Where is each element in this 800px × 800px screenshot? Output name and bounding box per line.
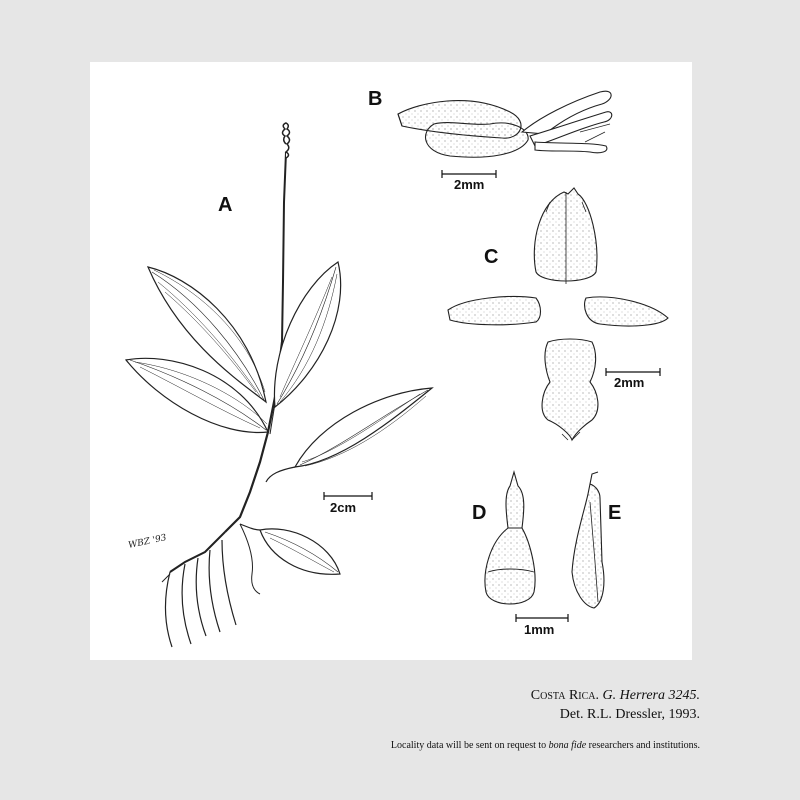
panel-label-d: D bbox=[472, 502, 487, 524]
scale-bar-de bbox=[516, 614, 568, 622]
note-italic: bona fide bbox=[548, 740, 587, 751]
figure-b-flower bbox=[398, 91, 612, 157]
note-suffix: researchers and institutions. bbox=[588, 740, 700, 751]
scale-label-de: 1mm bbox=[524, 622, 555, 637]
figure-a-plant bbox=[126, 123, 432, 647]
botanical-drawing bbox=[90, 62, 692, 660]
artist-signature: WBZ '93 bbox=[127, 533, 168, 551]
inflorescence-stalk bbox=[282, 152, 286, 342]
lip-sac bbox=[426, 123, 529, 158]
roots bbox=[165, 540, 236, 647]
right-lateral-sepal bbox=[585, 297, 668, 326]
note-prefix: Locality data will be sent on request to bbox=[390, 740, 547, 751]
scale-label-b: 2mm bbox=[454, 177, 485, 192]
scale-bar-a bbox=[324, 492, 372, 500]
figure-e-column-side bbox=[572, 472, 604, 608]
leaf-5 bbox=[260, 529, 340, 574]
panel-label-a: A bbox=[218, 194, 233, 216]
panel-label-b: B bbox=[368, 88, 383, 110]
collector: G. Herrera 3245. bbox=[602, 688, 700, 703]
locality-note bbox=[391, 736, 700, 755]
locality: Costa Rica. bbox=[530, 688, 600, 703]
dorsal-sepal-petals bbox=[534, 188, 597, 281]
labellum bbox=[542, 339, 598, 440]
specimen-caption bbox=[391, 686, 700, 755]
illustration-plate bbox=[90, 62, 692, 660]
determination: Det. R.L. Dressler, 1993. bbox=[559, 707, 700, 722]
figure-d-column bbox=[485, 472, 535, 604]
panel-label-e: E bbox=[608, 502, 622, 524]
inflorescence-flowers bbox=[283, 123, 290, 158]
scale-label-c: 2mm bbox=[614, 375, 645, 390]
panel-label-c: C bbox=[484, 246, 499, 268]
collection-line bbox=[391, 686, 700, 705]
figure-c-dissection bbox=[448, 188, 668, 440]
column-tip bbox=[506, 472, 524, 528]
left-lateral-sepal bbox=[448, 297, 541, 325]
column-body bbox=[485, 528, 535, 604]
scale-label-a: 2cm bbox=[330, 500, 357, 515]
column-side bbox=[572, 484, 604, 608]
